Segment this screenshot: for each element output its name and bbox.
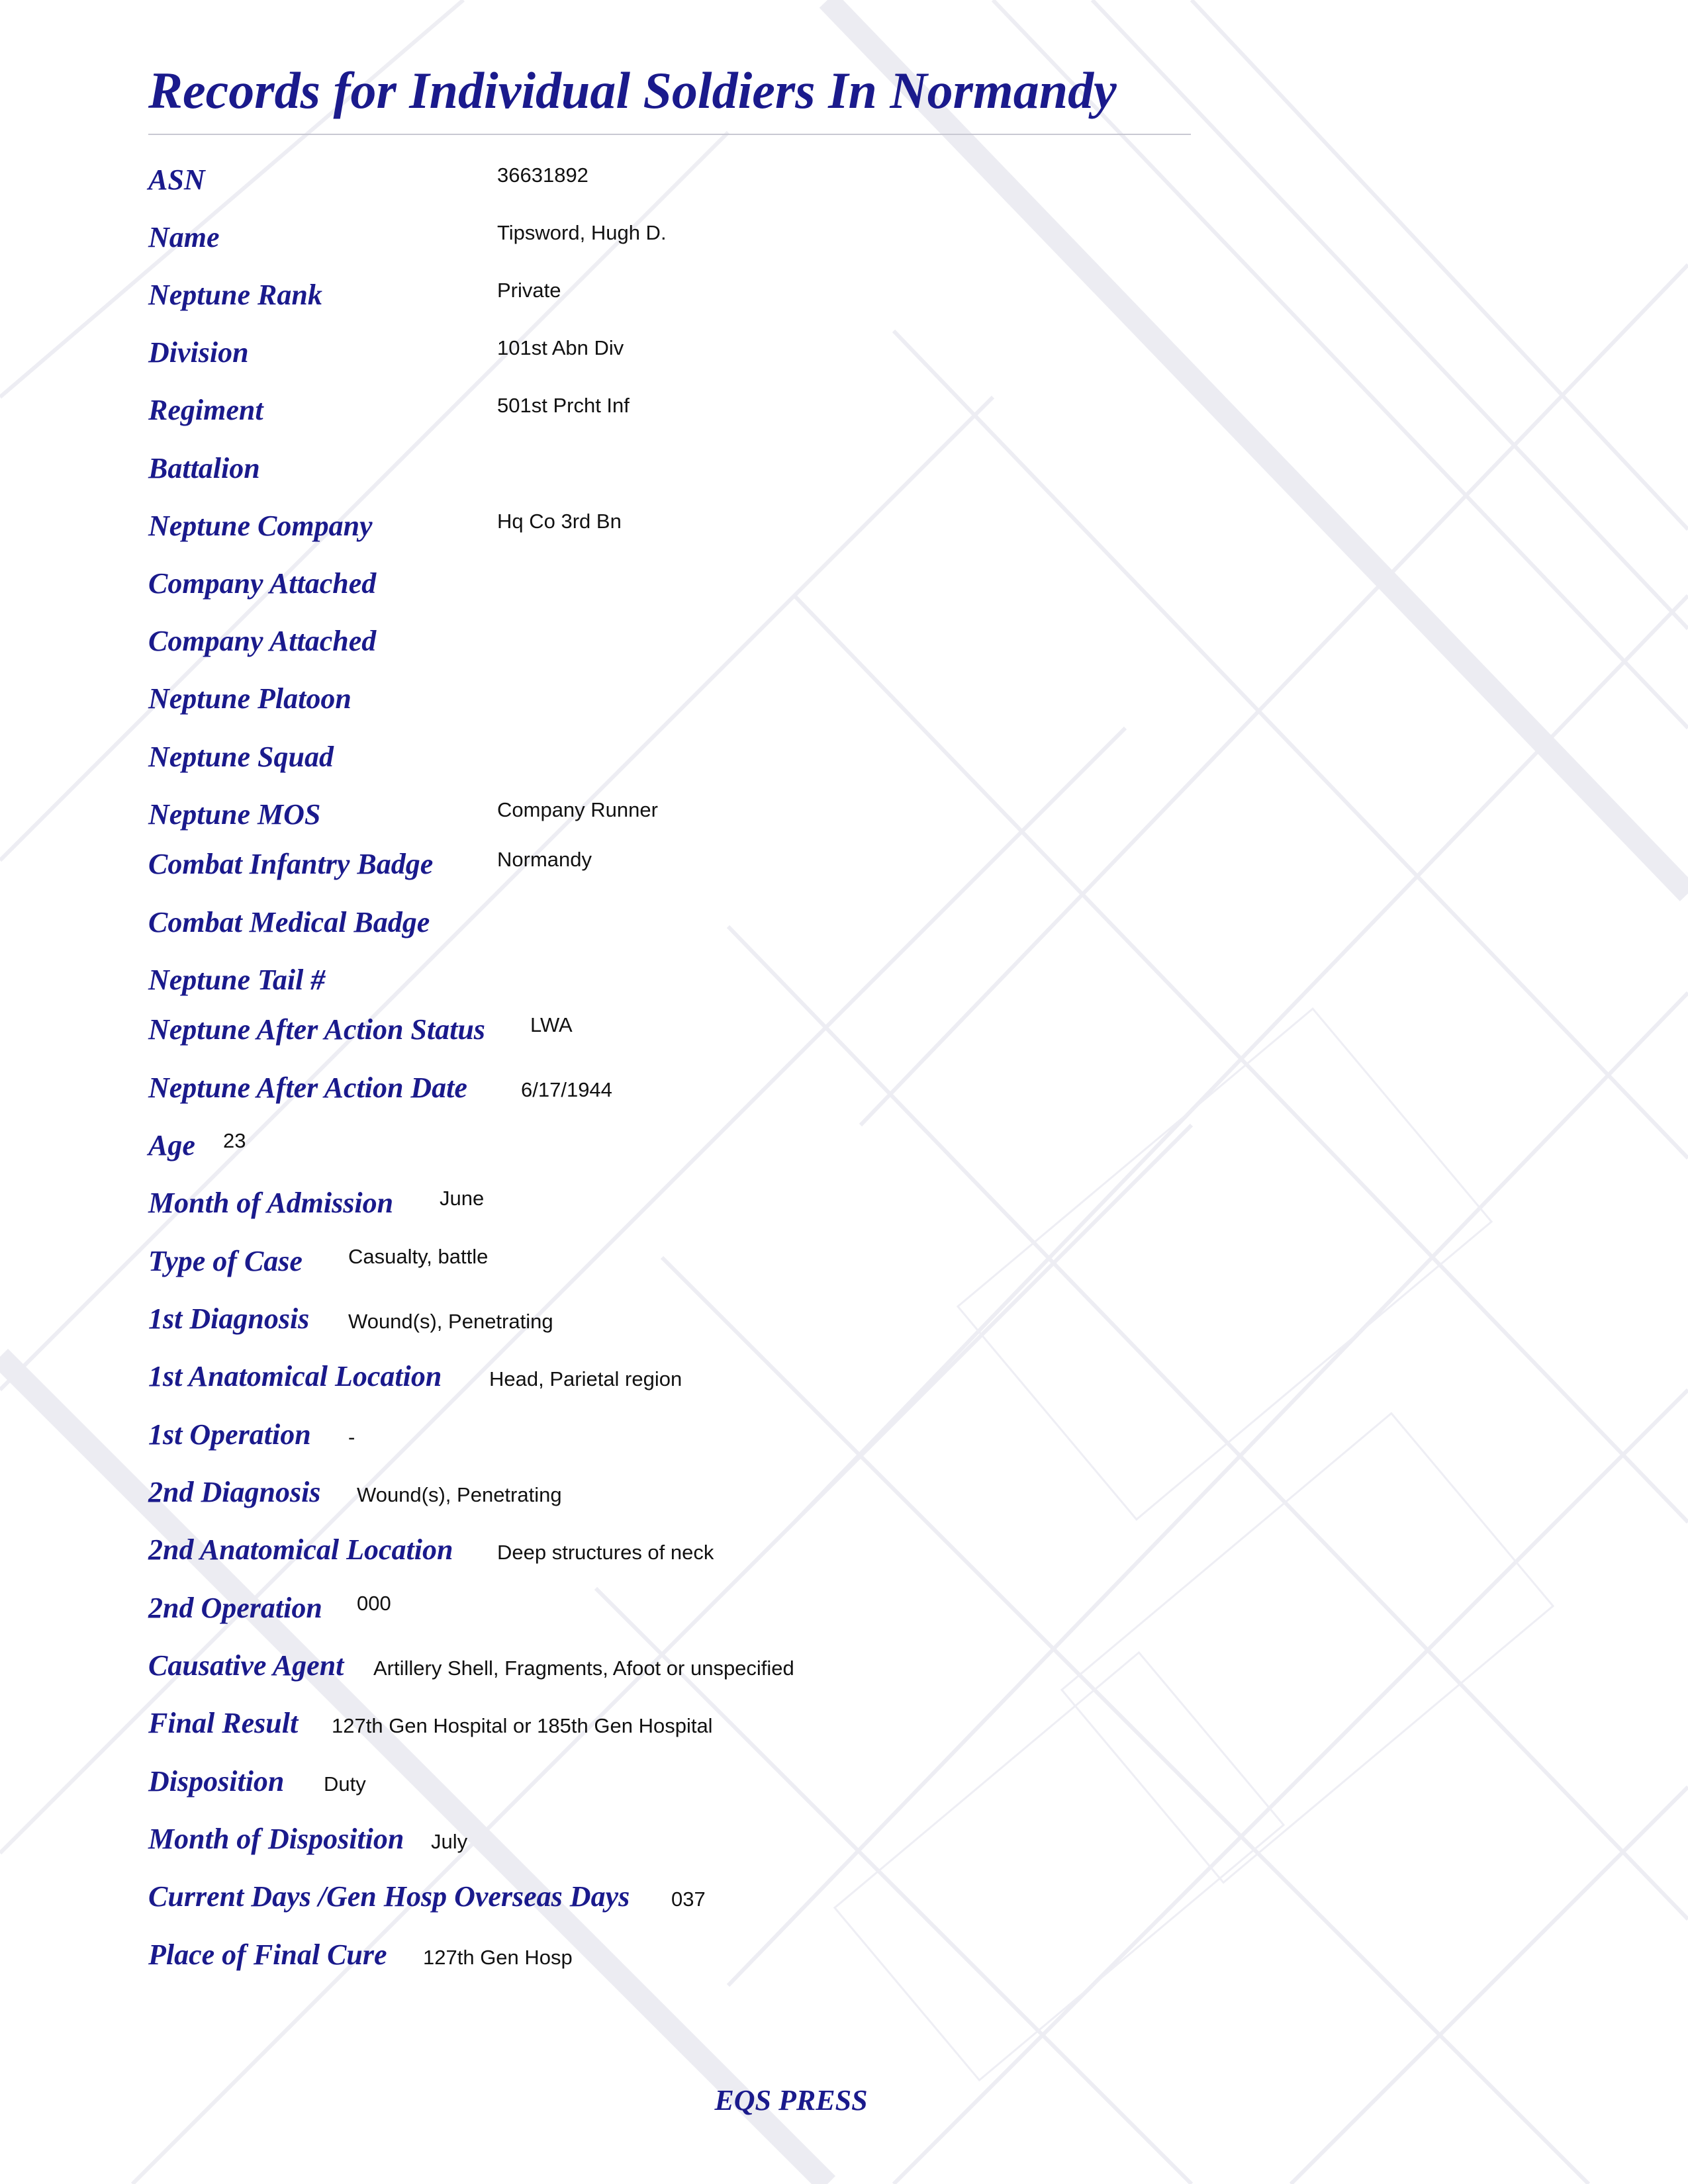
- field-label-asn: ASN: [148, 163, 205, 196]
- field-label-month-of-disposition: Month of Disposition: [148, 1823, 404, 1855]
- field-label-combat-infantry-badge: Combat Infantry Badge: [148, 848, 434, 880]
- field-value-1st-diagnosis: Wound(s), Penetrating: [348, 1310, 553, 1333]
- field-value-disposition: Duty: [324, 1772, 366, 1796]
- field-value-age: 23: [223, 1129, 246, 1152]
- field-label-disposition: Disposition: [148, 1765, 285, 1797]
- field-value-asn: 36631892: [497, 163, 588, 187]
- page-title: Records for Individual Soldiers In Normandy: [148, 62, 1117, 119]
- field-value-after-action-date: 6/17/1944: [521, 1078, 612, 1101]
- field-label-final-result: Final Result: [148, 1707, 299, 1739]
- field-value-month-of-admission: June: [440, 1187, 485, 1210]
- field-label-company-attached-2: Company Attached: [148, 625, 377, 657]
- field-label-2nd-diagnosis: 2nd Diagnosis: [148, 1476, 321, 1508]
- field-label-name: Name: [148, 221, 220, 253]
- field-value-causative-agent: Artillery Shell, Fragments, Afoot or unspecified: [373, 1657, 794, 1680]
- field-label-causative-agent: Causative Agent: [148, 1649, 344, 1682]
- field-value-1st-anatomical-location: Head, Parietal region: [489, 1367, 682, 1390]
- field-value-type-of-case: Casualty, battle: [348, 1245, 489, 1268]
- field-label-combat-medical-badge: Combat Medical Badge: [148, 906, 430, 938]
- field-label-neptune-platoon: Neptune Platoon: [148, 682, 352, 715]
- field-value-neptune-rank: Private: [497, 279, 561, 302]
- field-label-neptune-tail: Neptune Tail #: [148, 964, 326, 996]
- field-value-division: 101st Abn Div: [497, 336, 624, 359]
- field-label-type-of-case: Type of Case: [148, 1245, 303, 1277]
- field-value-neptune-company: Hq Co 3rd Bn: [497, 510, 622, 533]
- field-value-2nd-anatomical-location: Deep structures of neck: [497, 1541, 714, 1564]
- field-label-regiment: Regiment: [148, 394, 263, 426]
- field-label-1st-diagnosis: 1st Diagnosis: [148, 1302, 310, 1335]
- field-value-place-of-final-cure: 127th Gen Hosp: [423, 1946, 573, 1969]
- field-value-after-action-status: LWA: [530, 1013, 573, 1036]
- field-label-place-of-final-cure: Place of Final Cure: [148, 1938, 387, 1971]
- field-value-final-result: 127th Gen Hospital or 185th Gen Hospital: [332, 1714, 713, 1737]
- field-label-2nd-anatomical-location: 2nd Anatomical Location: [148, 1533, 453, 1566]
- field-label-1st-operation: 1st Operation: [148, 1418, 311, 1451]
- field-label-company-attached: Company Attached: [148, 567, 377, 600]
- field-value-2nd-operation: 000: [357, 1592, 391, 1615]
- field-value-2nd-diagnosis: Wound(s), Penetrating: [357, 1483, 562, 1506]
- field-label-age: Age: [148, 1129, 195, 1161]
- field-label-neptune-company: Neptune Company: [148, 510, 373, 542]
- field-label-overseas-days: Current Days /Gen Hosp Overseas Days: [148, 1880, 630, 1913]
- field-label-2nd-operation: 2nd Operation: [148, 1592, 322, 1624]
- field-label-neptune-mos: Neptune MOS: [148, 798, 321, 831]
- field-value-combat-infantry-badge: Normandy: [497, 848, 592, 871]
- publisher-footer: EQS PRESS: [714, 2084, 868, 2116]
- field-value-overseas-days: 037: [671, 1888, 706, 1911]
- field-value-regiment: 501st Prcht Inf: [497, 394, 630, 417]
- field-label-neptune-rank: Neptune Rank: [148, 279, 322, 311]
- field-value-month-of-disposition: July: [431, 1830, 468, 1853]
- field-value-name: Tipsword, Hugh D.: [497, 221, 667, 244]
- field-label-battalion: Battalion: [148, 452, 260, 484]
- title-divider: [148, 134, 1191, 135]
- field-label-division: Division: [148, 336, 249, 369]
- field-label-after-action-date: Neptune After Action Date: [148, 1071, 467, 1104]
- field-label-after-action-status: Neptune After Action Status: [148, 1013, 485, 1046]
- field-label-1st-anatomical-location: 1st Anatomical Location: [148, 1360, 442, 1392]
- field-label-month-of-admission: Month of Admission: [148, 1187, 394, 1219]
- field-value-neptune-mos: Company Runner: [497, 798, 658, 821]
- field-label-neptune-squad: Neptune Squad: [148, 741, 334, 773]
- field-value-1st-operation: -: [348, 1426, 355, 1449]
